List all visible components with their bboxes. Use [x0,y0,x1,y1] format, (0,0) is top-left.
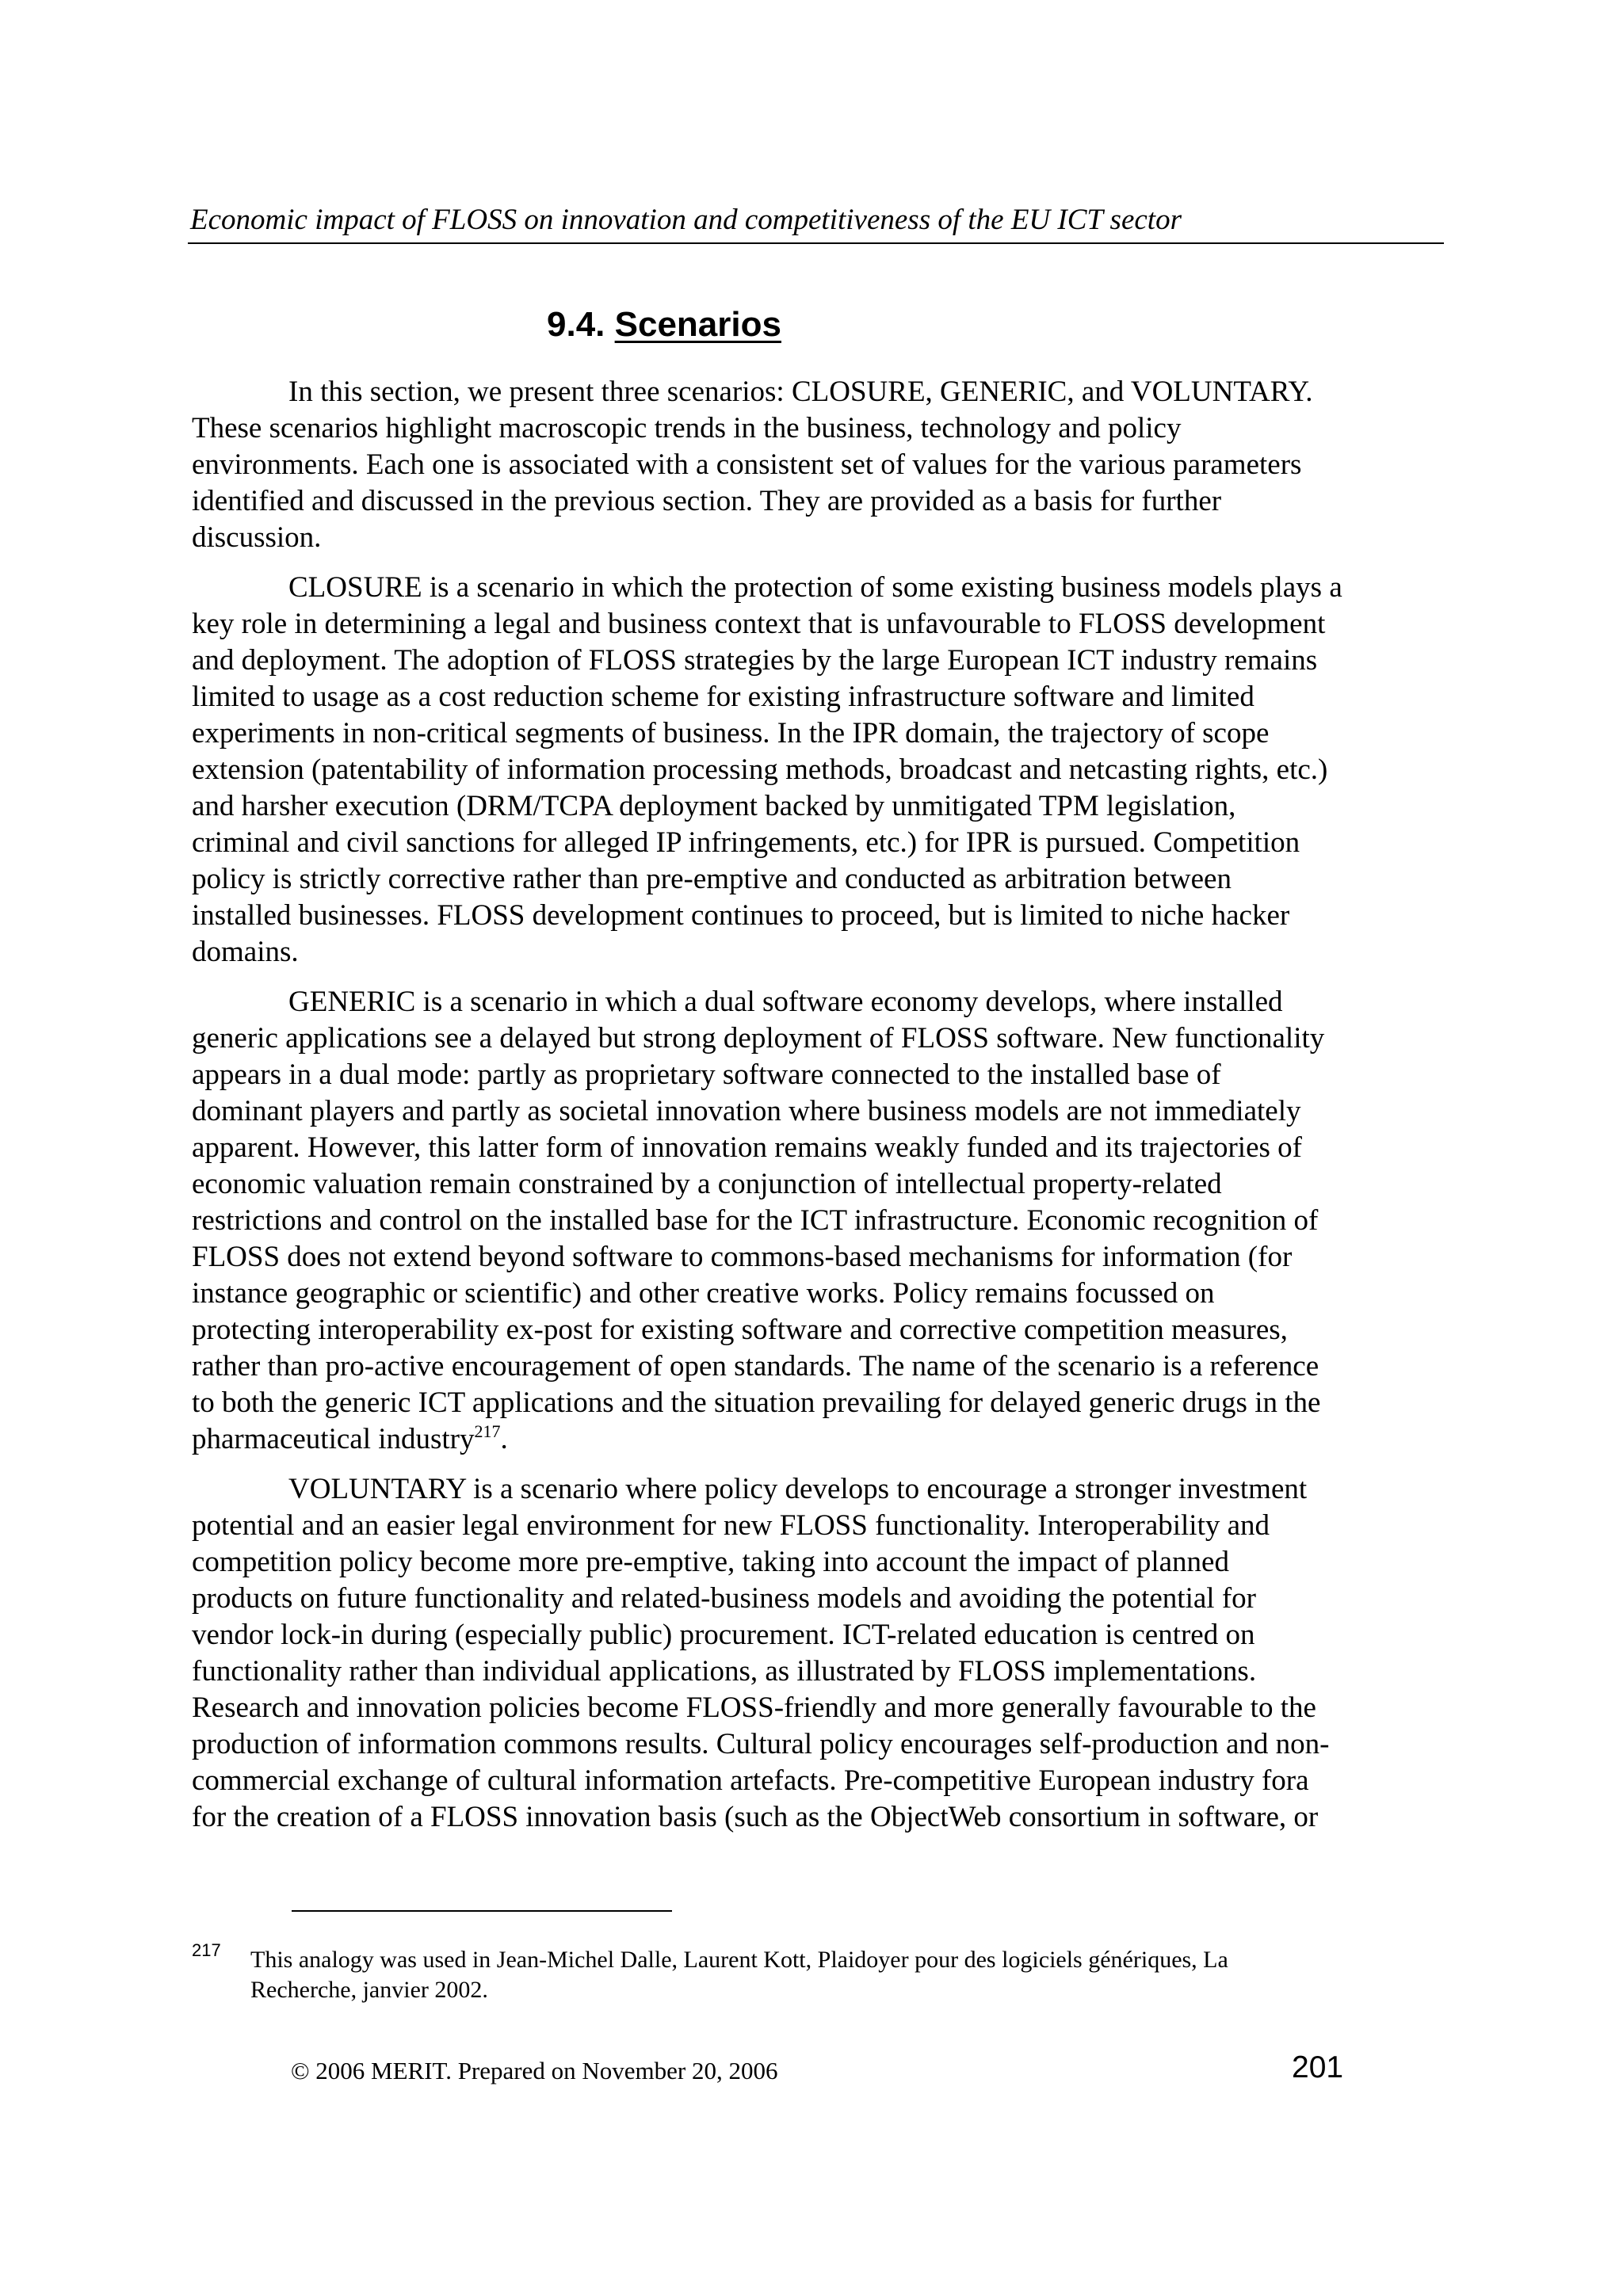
header-rule [188,242,1444,244]
text-line: competition policy become more pre-emptive, taking into account the impact of planned [192,1546,1229,1578]
text-line: vendor lock-in during (especially public) procurement. ICT-related education is centred on [192,1619,1255,1651]
footnote-line: This analogy was used in Jean-Michel Dalle, Laurent Kott, Plaidoyer pour des logiciels génériques, La [250,1947,1228,1973]
text-line: instance geographic or scientific) and other creative works. Policy remains focussed on [192,1277,1215,1310]
text-line: In this section, we present three scenarios: CLOSURE, GENERIC, and VOLUNTARY. [288,376,1313,408]
section-number: 9.4. [547,305,605,344]
section-title: Scenarios [614,305,781,344]
paragraph-voluntary [192,1471,1452,1836]
footnote-reference[interactable]: 217 [474,1421,501,1441]
text-line: experiments in non-critical segments of business. In the IPR domain, the trajectory of scope [192,717,1270,749]
text-line: policy is strictly corrective rather than pre-emptive and conducted as arbitration between [192,863,1232,895]
paragraph-closure [192,570,1452,971]
text-line: GENERIC is a scenario in which a dual software economy develops, where installed [288,986,1283,1018]
text-line: CLOSURE is a scenario in which the protection of some existing business models plays a [288,571,1342,604]
text-line: discussion. [192,521,322,554]
text-line: These scenarios highlight macroscopic trends in the business, technology and policy [192,412,1182,444]
text-line: products on future functionality and related-business models and avoiding the potential for [192,1582,1256,1615]
text-line: environments. Each one is associated with a consistent set of values for the various parameters [192,448,1302,481]
text-line: dominant players and partly as societal innovation where business models are not immediately [192,1095,1301,1127]
text-line: extension (patentability of information processing methods, broadcast and netcasting rights, etc.) [192,753,1328,786]
text-line: domains. [192,936,299,968]
footnote-marker: 217 [192,1940,221,1960]
footer-copyright: © 2006 MERIT. Prepared on November 20, 2006 [291,2057,778,2084]
text-line: key role in determining a legal and business context that is unfavourable to FLOSS development [192,608,1326,640]
text-line: criminal and civil sanctions for alleged IP infringements, etc.) for IPR is pursued. Competition [192,826,1300,859]
text-line: and harsher execution (DRM/TCPA deployment backed by unmitigated TPM legislation, [192,790,1236,822]
text-line: FLOSS does not extend beyond software to commons-based mechanisms for information (for [192,1241,1293,1273]
section-heading [547,305,781,345]
text-line: generic applications see a delayed but strong deployment of FLOSS software. New functionality [192,1022,1325,1055]
text-line-fragment: pharmaceutical industry [192,1423,475,1455]
paragraph-generic [192,984,1452,1458]
text-line: economic valuation remain constrained by a conjunction of intellectual property-related [192,1168,1222,1200]
text-line: VOLUNTARY is a scenario where policy develops to encourage a stronger investment [288,1473,1308,1505]
text-line-with-footnote [192,1421,1452,1458]
body-text [192,374,1452,1849]
text-line: installed businesses. FLOSS development continues to proceed, but is limited to niche hacker [192,899,1290,932]
text-line: appears in a dual mode: partly as proprietary software connected to the installed base of [192,1058,1221,1091]
paragraph-intro [192,374,1452,556]
text-line: and deployment. The adoption of FLOSS strategies by the large European ICT industry remains [192,644,1318,677]
page-number: 201 [1292,2050,1344,2084]
footnote [192,1940,1452,2005]
text-line: commercial exchange of cultural information artefacts. Pre-competitive European industry fora [192,1764,1309,1797]
text-line: production of information commons results. Cultural policy encourages self-production and non- [192,1728,1330,1760]
text-line: potential and an easier legal environment for new FLOSS functionality. Interoperability and [192,1509,1270,1542]
text-line: limited to usage as a cost reduction scheme for existing infrastructure software and limited [192,681,1254,713]
running-header: Economic impact of FLOSS on innovation and competitiveness of the EU ICT sector [190,204,1182,236]
text-line: functionality rather than individual applications, as illustrated by FLOSS implementations. [192,1655,1257,1688]
text-line: Research and innovation policies become FLOSS-friendly and more generally favourable to the [192,1691,1316,1724]
text-line: protecting interoperability ex-post for existing software and corrective competition measures, [192,1314,1288,1346]
text-line: to both the generic ICT applications and the situation prevailing for delayed generic drugs in the [192,1386,1321,1419]
footnote-line: Recherche, janvier 2002. [250,1977,488,2003]
text-line-fragment: . [500,1423,508,1455]
text-line: identified and discussed in the previous section. They are provided as a basis for further [192,485,1222,517]
footnote-separator [292,1910,672,1912]
text-line: apparent. However, this latter form of innovation remains weakly funded and its trajectories of [192,1131,1302,1164]
text-line: for the creation of a FLOSS innovation basis (such as the ObjectWeb consortium in software, or [192,1801,1319,1833]
text-line: rather than pro-active encouragement of open standards. The name of the scenario is a reference [192,1350,1319,1383]
text-line: restrictions and control on the installed base for the ICT infrastructure. Economic recognition of [192,1204,1319,1237]
